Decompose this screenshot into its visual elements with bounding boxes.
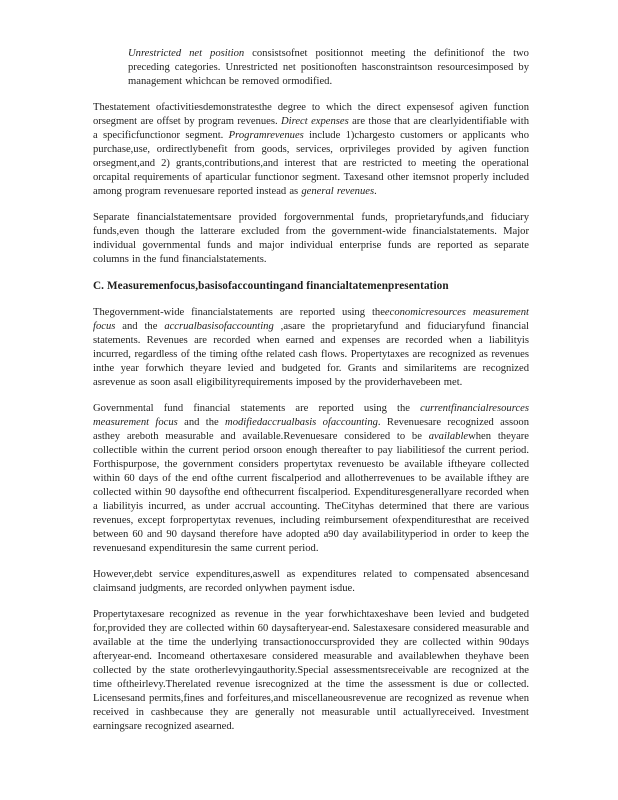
paragraph-6 — [93, 568, 529, 596]
paragraph-2 — [93, 101, 529, 199]
text-run: Propertytaxesare recognized as revenue in the year forwhichtaxeshave been levied and budgeted for,provided they are collected within 60 daysafteryear-end. Salestaxesare considered measurable and available at the time the underlying transactionoccursprovided they are collected within 90days afteryear-end. Incomeand othertaxesare considered measurable and availablewhen theyhave been collected by the state orotherlevyingauthority.Special assessmentsreceivable are recognized at the time oftheirlevy.Therelated revenue isrecognized at the time the assessment is due or collected. Licensesand permits,fines and forfeitures,and miscellaneousrevenue are recognized as revenue when received in cashbecause they are generally not measurable until actuallyreceived. Investment earningsare recognized asearned. — [93, 609, 529, 732]
italic-term: available — [428, 431, 469, 442]
text-run: and the — [115, 321, 165, 332]
italic-term: economicresources measurement focus — [93, 307, 529, 332]
text-run: Thegovernment-wide financialstatements are reported using the — [93, 307, 385, 318]
paragraph-4 — [93, 306, 529, 390]
italic-term: accrualbasisofaccounting — [164, 321, 274, 332]
italic-term: modifiedaccrualbasis ofaccounting — [225, 417, 378, 428]
paragraph-7 — [93, 608, 529, 734]
italic-term: Programrevenues — [228, 130, 304, 141]
text-run: . Revenuesare recognized assoon asthey areboth measurable and available.Revenuesare considered to be — [93, 417, 529, 442]
paragraph-5 — [93, 402, 529, 556]
paragraph-3 — [93, 211, 529, 267]
italic-term: Unrestricted net position — [128, 48, 245, 59]
paragraph-1 — [128, 47, 529, 89]
text-run: when theyare collectible within the current period orsoon enough thereafter to pay liabilitiesof the current period. Forthispurpose, the government considers propertytax revenuesto be available iftheyare collected within 60 days of the end ofthe current fiscalperiod and allotherrevenues to be available ifthey are collected within 90 daysofthe end ofthecurrent fiscalperiod. Expendituresgenerallyare recorded when a liabilityis incurred, as under accrual accounting. TheCityhas determined that there are various revenues, except forpropertytax revenues, including reimbursement ofexpendituresthat are received between 60 and 90 daysand therefore have adopted a90 day availabilityperiod in order to keep the revenuesand expendituresin the same current period. — [93, 431, 529, 554]
text-run: include 1)chargesto customers or applicants who purchase,use, ordirectlybenefit from goods, services, orprivileges provided by agiven function orsegment,and 2) grants,contributions,and interest that are restricted to meeting the operational orcapital requirements of aparticular functionor segment. Taxesand other itemsnot properly included among program revenuesare reported instead as — [93, 130, 529, 197]
text-run: ,asare the proprietaryfund and fiduciaryfund financial statements. Revenues are recorded when earned and expenses are recorded when a liabilityis incurred, regardless of the timing ofthe related cash flows. Propertytaxes are recognized as revenues inthe year forwhich theyare levied and budgeted for. Grants and similaritems are recognized asrevenue as soon asall eligibilityrequirements imposed by the providerhavebeen met. — [93, 321, 529, 388]
text-run: consistsofnet positionnot meeting the definitionof the two preceding categories. Unrestricted net positionoften hasconstraintson resourcesimposed by management whichcan be removed ormodified. — [128, 48, 529, 87]
text-run: However,debt service expenditures,aswell as expenditures related to compensated absencesand claimsand judgments, are recorded onlywhen payment isdue. — [93, 569, 529, 594]
text-run: Governmental fund financial statements are reported using the — [93, 403, 421, 414]
section-heading — [93, 279, 529, 293]
text-run: and the — [177, 417, 226, 428]
text-run: Separate financialstatementsare provided forgovernmental funds, proprietaryfunds,and fiduciary funds,even though the latterare excluded from the government-wide financialstatements. Major individual governmental funds and major individual enterprise funds are reported as separate columns in the fund financialstatements. — [93, 212, 529, 265]
text-run: Thestatement ofactivitiesdemonstratesthe degree to which the direct expensesof agiven function orsegment are offset by program revenues. — [93, 102, 529, 127]
italic-term: Direct expenses — [281, 116, 349, 127]
text-run: . — [374, 186, 377, 197]
text-run: are those that are clearlyidentifiable with a specificfunctionor segment. — [93, 116, 529, 141]
text-run: C. Measuremenfocus,basisofaccountingand financialtatemenpresentation — [93, 280, 449, 292]
italic-term: general revenues — [301, 186, 375, 197]
document-content — [93, 47, 529, 746]
italic-term: currentfinancialresources measurement focus — [93, 403, 529, 428]
